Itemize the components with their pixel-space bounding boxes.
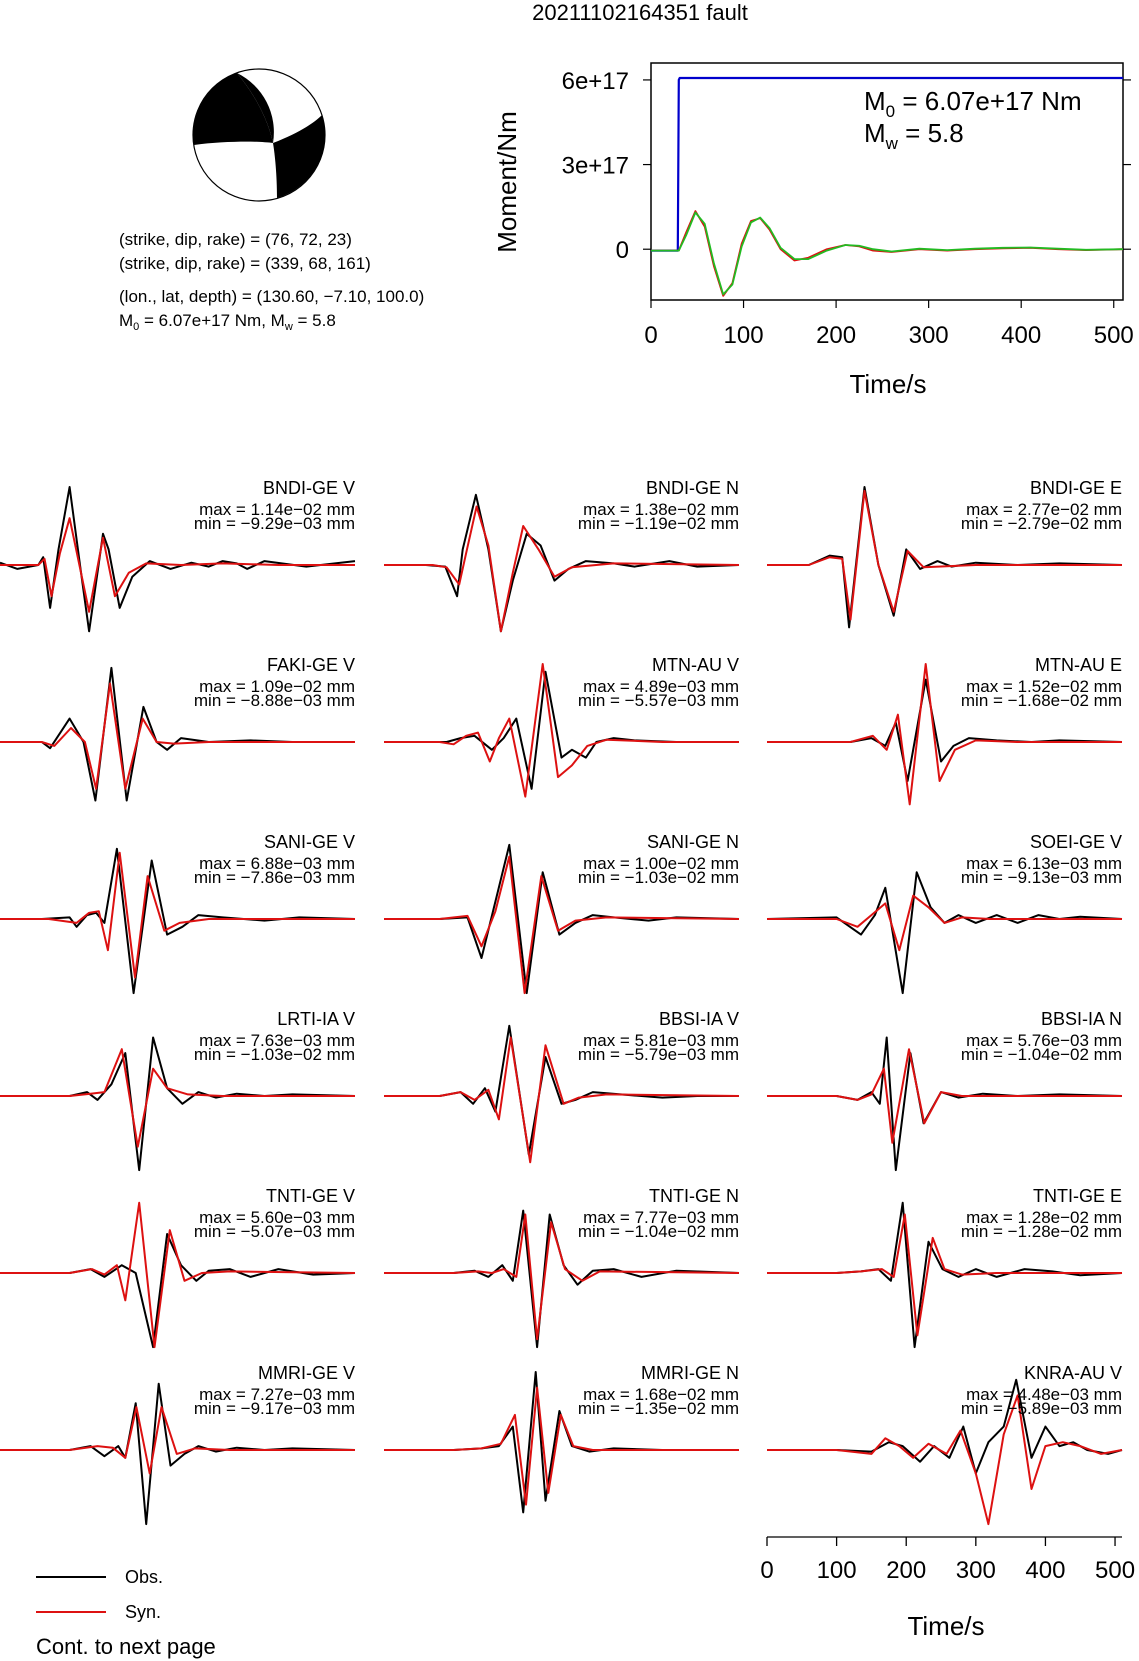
moment-series-line-1 [651,211,1123,296]
waveform-station-label: TNTI-GE E [1033,1186,1122,1206]
waveform-xtick-label: 100 [816,1557,857,1584]
legend-syn-label: Syn. [125,1602,162,1622]
waveform-cell [0,1009,355,1170]
waveform-min-label: min = −2.79e−02 mm [960,514,1122,533]
waveform-station-label: BBSI-IA V [658,1009,739,1029]
page-title: 20211102164351 fault [532,0,748,25]
waveform-time-axis [760,1537,1135,1584]
waveform-min-label: min = −5.89e−03 mm [960,1399,1122,1418]
legend-obs-label: Obs. [125,1567,164,1587]
waveform-xtick-label: 400 [1025,1557,1066,1584]
waveform-min-label: min = −1.68e−02 mm [960,691,1122,710]
continue-note: Cont. to next page [36,1634,216,1659]
waveform-station-label: BNDI-GE N [645,478,739,498]
waveform-cell [0,1363,355,1524]
waveform-min-label: min = −5.79e−03 mm [577,1045,739,1064]
waveform-station-label: LRTI-IA V [277,1009,355,1029]
waveform-min-label: min = −8.88e−03 mm [193,691,355,710]
mechanism-line-3: (lon., lat, depth) = (130.60, −7.10, 100.0) [119,287,425,306]
waveform-max-label: max = 4.48e−03 mm [966,1385,1122,1404]
waveform-min-label: min = −9.13e−03 mm [960,868,1122,887]
waveform-cell [767,1009,1122,1170]
moment-xtick-label: 100 [723,322,764,349]
waveform-min-label: min = −5.07e−03 mm [193,1222,355,1241]
moment-ytick-label: 0 [615,237,629,265]
waveform-cell [0,655,355,801]
waveform-cell [384,1186,739,1347]
waveform-station-label: SOEI-GE V [1029,832,1122,852]
waveform-cell [384,1009,739,1162]
waveform-grid [0,478,1122,1524]
waveform-max-label: max = 1.38e−02 mm [583,500,739,519]
waveform-station-label: BBSI-IA N [1040,1009,1122,1029]
waveform-min-label: min = −7.86e−03 mm [193,868,355,887]
waveform-cell [384,1363,739,1512]
mechanism-info [119,230,424,333]
waveform-xtick-label: 500 [1095,1557,1136,1584]
waveform-xtick-label: 200 [886,1557,927,1584]
waveform-cell [767,655,1122,804]
waveform-min-label: min = −1.28e−02 mm [960,1222,1122,1241]
moment-chart [492,63,1134,399]
waveform-station-label: MTN-AU E [1035,655,1122,675]
waveform-cell [384,655,739,797]
waveform-max-label: max = 1.09e−02 mm [199,677,355,696]
waveform-station-label: SANI-GE V [263,832,355,852]
waveform-station-label: KNRA-AU V [1023,1363,1122,1383]
moment-mw-label: $M_w = 5.8$ [864,118,964,153]
waveform-syn-line [767,896,1122,951]
beachball [193,69,325,201]
moment-series-line-2 [651,213,1123,295]
moment-xtick-label: 400 [1001,322,1042,349]
waveform-station-label: TNTI-GE N [649,1186,739,1206]
waveform-min-label: min = −1.03e−02 mm [577,868,739,887]
waveform-max-label: max = 5.60e−03 mm [199,1208,355,1227]
moment-ytick-label: 3e+17 [561,152,629,180]
waveform-min-label: min = −1.19e−02 mm [577,514,739,533]
waveform-station-label: MTN-AU V [652,655,739,675]
waveform-xlabel: Time/s [907,1611,985,1641]
waveform-max-label: max = 2.77e−02 mm [966,500,1122,519]
waveform-station-label: SANI-GE N [646,832,739,852]
waveform-min-label: min = −1.04e−02 mm [577,1222,739,1241]
waveform-cell [767,1363,1122,1524]
waveform-cell [767,478,1122,627]
moment-m0-label: $M_0 = 6.07e+17$ Nm [864,86,1082,121]
waveform-max-label: max = 1.14e−02 mm [199,500,355,519]
waveform-station-label: MMRI-GE V [258,1363,355,1383]
mechanism-line-2: (strike, dip, rake) = (339, 68, 161) [119,254,371,273]
waveform-min-label: min = −1.03e−02 mm [193,1045,355,1064]
moment-xtick-label: 300 [908,322,949,349]
moment-xtick-label: 0 [644,322,658,349]
waveform-max-label: max = 6.13e−03 mm [966,854,1122,873]
waveform-max-label: max = 7.27e−03 mm [199,1385,355,1404]
waveform-cell [0,1186,355,1347]
waveform-max-label: max = 1.28e−02 mm [966,1208,1122,1227]
waveform-min-label: min = −1.35e−02 mm [577,1399,739,1418]
waveform-station-label: BNDI-GE E [1029,478,1122,498]
waveform-xtick-label: 0 [760,1557,774,1584]
waveform-max-label: max = 5.76e−03 mm [966,1031,1122,1050]
waveform-max-label: max = 1.52e−02 mm [966,677,1122,696]
mechanism-line-1: (strike, dip, rake) = (76, 72, 23) [119,230,352,249]
waveform-station-label: TNTI-GE V [266,1186,355,1206]
moment-ytick-label: 6e+17 [561,67,629,95]
moment-xlabel: Time/s [849,369,927,399]
waveform-obs-line [0,1234,355,1347]
waveform-max-label: max = 4.89e−03 mm [583,677,739,696]
waveform-max-label: max = 1.00e−02 mm [583,854,739,873]
waveform-min-label: min = −9.29e−03 mm [193,514,355,533]
waveform-station-label: FAKI-GE V [266,655,355,675]
waveform-obs-line [767,872,1122,993]
waveform-min-label: min = −1.04e−02 mm [960,1045,1122,1064]
waveform-cell [767,1186,1122,1347]
waveform-min-label: min = −9.17e−03 mm [193,1399,355,1418]
waveform-max-label: max = 7.63e−03 mm [199,1031,355,1050]
waveform-cell [767,832,1122,993]
waveform-max-label: max = 7.77e−03 mm [583,1208,739,1227]
waveform-cell [384,832,739,993]
waveform-max-label: max = 1.68e−02 mm [583,1385,739,1404]
waveform-station-label: MMRI-GE N [641,1363,739,1383]
waveform-min-label: min = −5.57e−03 mm [577,691,739,710]
waveform-cell [384,478,739,631]
waveform-station-label: BNDI-GE V [262,478,355,498]
waveform-cell [0,478,355,631]
legend [36,1567,163,1622]
waveform-cell [0,832,355,993]
moment-xtick-label: 500 [1093,322,1134,349]
moment-ylabel: Moment/Nm [492,111,522,253]
waveform-max-label: max = 6.88e−03 mm [199,854,355,873]
mechanism-line-4: $M_0 = 6.07e+17$ Nm, $M_w = 5.8$ [119,311,336,333]
waveform-max-label: max = 5.81e−03 mm [583,1031,739,1050]
waveform-xtick-label: 300 [955,1557,996,1584]
moment-xtick-label: 200 [816,322,857,349]
